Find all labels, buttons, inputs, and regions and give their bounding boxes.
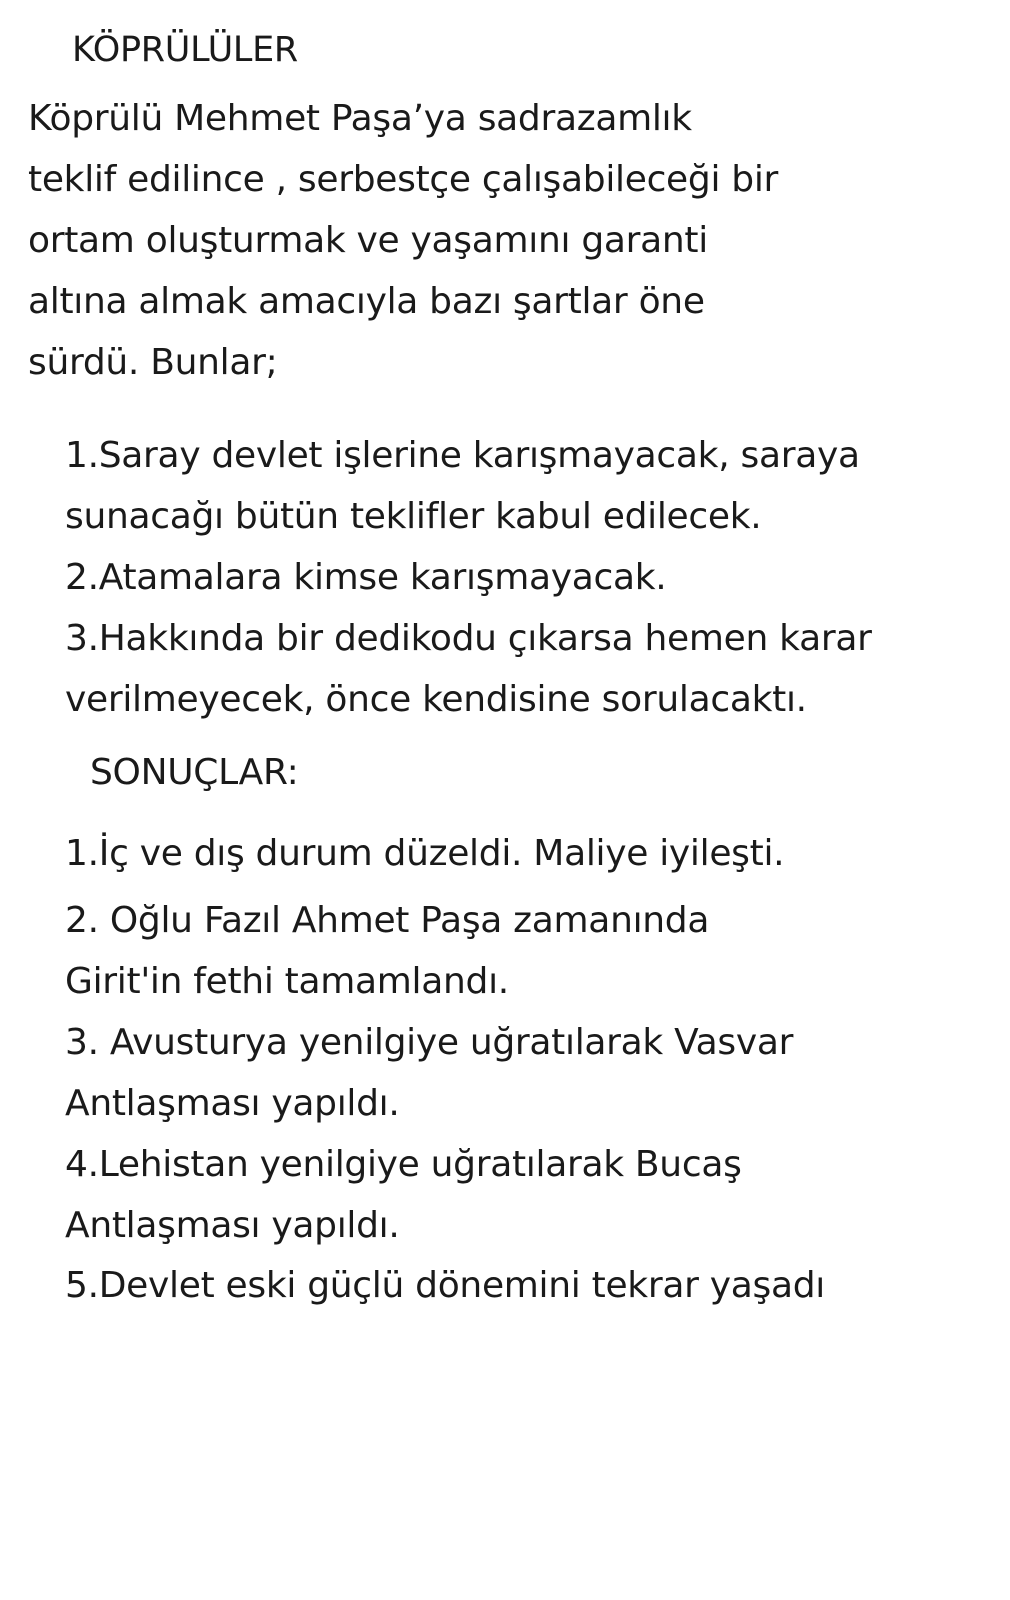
result-line: 1.İç ve dış durum düzeldi. Maliye iyileşti. [65, 833, 785, 874]
condition-line: 2.Atamalara kimse karışmayacak. [65, 557, 667, 598]
document-title: KÖPRÜLÜLER [72, 30, 298, 70]
condition-line: 3.Hakkında bir dedikodu çıkarsa hemen karar [65, 618, 872, 659]
condition-line: sunacağı bütün teklifler kabul edilecek. [65, 496, 762, 537]
result-line: 2. Oğlu Fazıl Ahmet Paşa zamanında [65, 900, 710, 941]
intro-line: ortam oluşturmak ve yaşamını garanti [28, 220, 708, 261]
result-line: 4.Lehistan yenilgiye uğratılarak Bucaş [65, 1144, 742, 1185]
intro-line: teklif edilince , serbestçe çalışabileceği bir [28, 159, 779, 200]
results-heading: SONUÇLAR: [90, 752, 299, 793]
result-line: Girit'in fethi tamamlandı. [65, 961, 509, 1002]
intro-line: Köprülü Mehmet Paşa’ya sadrazamlık [28, 98, 692, 139]
condition-line: 1.Saray devlet işlerine karışmayacak, saraya [65, 435, 860, 476]
condition-line: verilmeyecek, önce kendisine sorulacaktı. [65, 679, 807, 720]
result-line: 5.Devlet eski güçlü dönemini tekrar yaşadı [65, 1265, 825, 1306]
result-line: Antlaşması yapıldı. [65, 1205, 400, 1246]
intro-line: altına almak amacıyla bazı şartlar öne [28, 281, 705, 322]
result-line: Antlaşması yapıldı. [65, 1083, 400, 1124]
intro-line: sürdü. Bunlar; [28, 342, 278, 383]
result-line: 3. Avusturya yenilgiye uğratılarak Vasvar [65, 1022, 794, 1063]
